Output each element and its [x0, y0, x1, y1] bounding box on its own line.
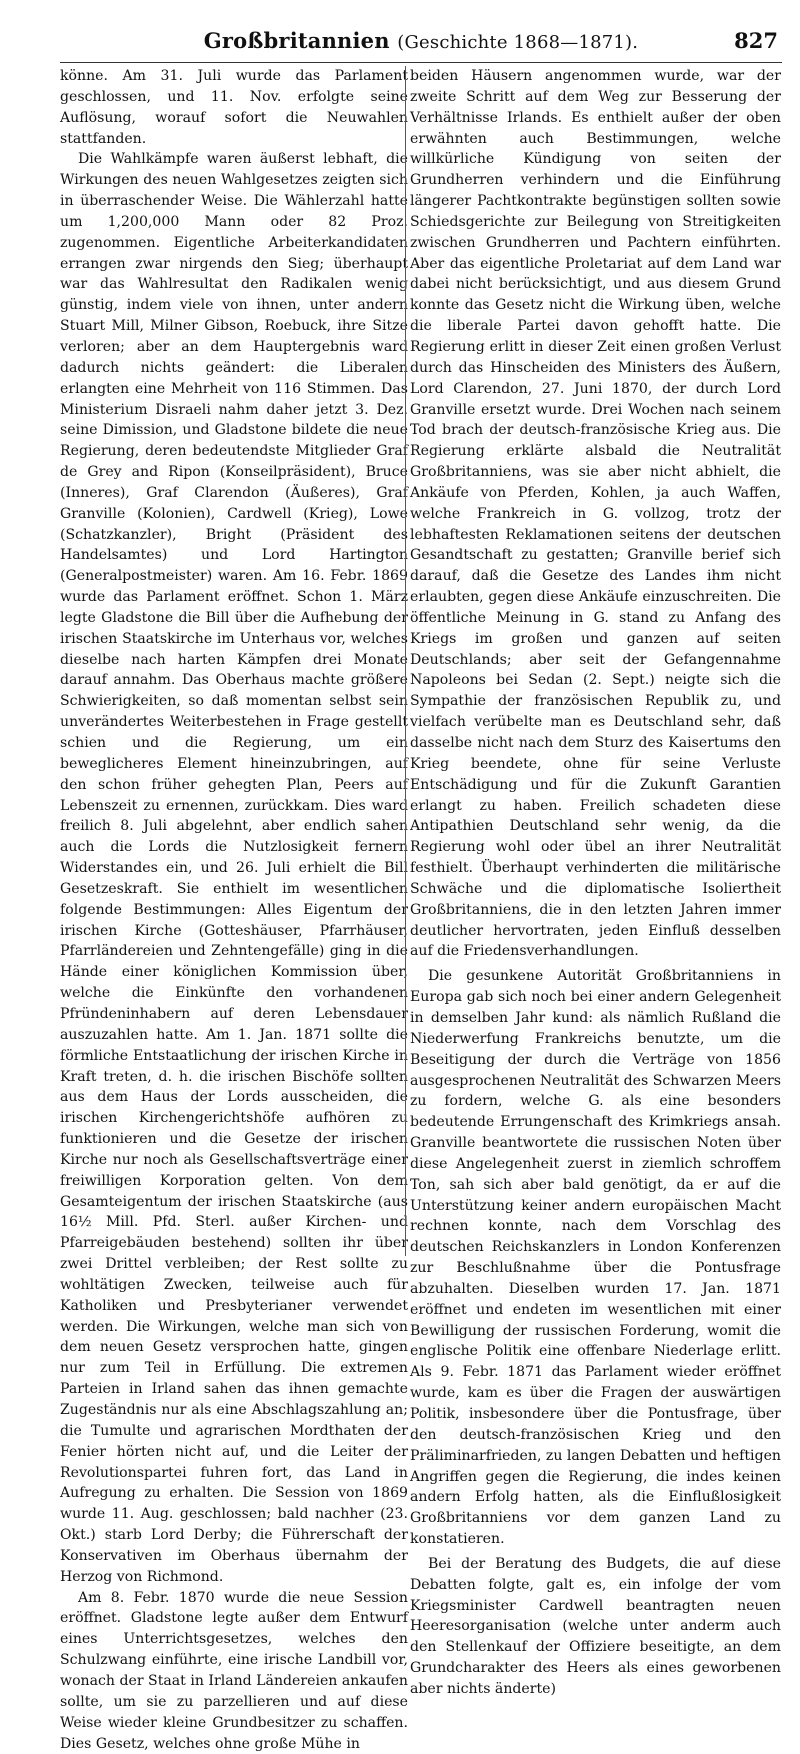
running-header — [60, 24, 782, 58]
column-divider — [405, 66, 406, 1256]
paragraph: beiden Häusern angenommen wurde, war der zweite Schritt auf dem Weg zur Besserung der Verhältnisse Irlands. Es enthielt außer der oben erwähnten auch Bestimmungen, welche willkürliche Kündigung von seiten der Grundherren verhindern und die Einführung längerer Pachtkontrakte begünstigen sollten sowie Schiedsgerichte zur Beilegung von Streitigkeiten zwischen Grundherren und Pachtern einführten. Aber das eigentliche Proletariat auf dem Land war dabei nicht berücksichtigt, und aus diesem Grund konnte das Gesetz nicht die Wirkung üben, welche die liberale Partei davon gehofft hatte. Die Regierung erlitt in dieser Zeit einen großen Verlust durch das Hinscheiden des Ministers des Äußern, Lord Clarendon, 27. Juni 1870, der durch Lord Granville ersetzt wurde. Drei Wochen nach seinem Tod brach der deutsch-französische Krieg aus. Die Regierung erklärte alsbald die Neutralität Großbritanniens, was sie aber nicht abhielt, die Ankäufe von Pferden, Kohlen, ja auch Waffen, welche Frankreich in G. vollzog, trotz der lebhaftesten Reklamationen seitens der deutschen Gesandtschaft zu gestatten; Granville berief sich darauf, daß die Gesetze des Landes ihm nicht erlaubten, gegen diese Ankäufe einzuschreiten. Die öffentliche Meinung in G. stand zu Anfang des Kriegs im großen und ganzen auf seiten Deutschlands; aber seit der Gefangennahme Napoleons bei Sedan (2. Sept.) neigte sich die Sympathie der französischen Republik zu, und vielfach verübelte man es Deutschland sehr, daß dasselbe nicht nach dem Sturz des Kaisertums den Krieg beendete, ohne für seine Verluste Entschädigung und für die Zukunft Garantien erlangt zu haben. Freilich schadeten diese Antipathien Deutschland sehr wenig, da die Regierung wohl oder übel an ihrer Neutralität festhielt. Überhaupt verhinderten die militärische Schwäche und die diplomatische Isoliertheit Großbritanniens, die in den letzten Jahren immer deutlicher hervortraten, jeden Einfluß desselben auf die Friedensverhandlungen. — [410, 68, 781, 960]
paragraph: könne. Am 31. Juli wurde das Parlament geschlossen, und 11. Nov. erfolgte seine Auflösung, worauf sofort die Neuwahlen stattfanden. — [60, 68, 408, 147]
left-column — [60, 66, 409, 1752]
header-rule — [60, 62, 782, 63]
page-title — [60, 28, 782, 53]
header-title-subtitle: (Geschichte 1868—1871). — [397, 32, 639, 53]
header-title-main: Großbritannien — [203, 28, 390, 53]
page-number: 827 — [734, 28, 778, 53]
paragraph: Am 8. Febr. 1870 wurde die neue Session eröffnet. Gladstone legte außer dem Entwurf eines Unterrichtsgesetzes, welches den Schulzwang einführte, eine irische Landbill vor, wonach der Staat in Irland Ländereien ankaufen sollte, um sie zu parzellieren und auf diese Weise wieder kleine Grundbesitzer zu schaffen. Dies Gesetz, welches ohne große Mühe in — [60, 1589, 409, 1752]
paragraph: Die Wahlkämpfe waren äußerst lebhaft, die Wirkungen des neuen Wahlgesetzes zeigten sich in überraschender Weise. Die Wählerzahl hatte um 1,200,000 Mann oder 82 Proz. zugenommen. Eigentliche Arbeiterkandidaten errangen zwar nirgends den Sieg; überhaupt war das Wahlresultat den Radikalen wenig günstig, indem viele von ihnen, unter andern Stuart Mill, Milner Gibson, Roebuck, ihre Sitze verloren; aber an dem Hauptergebnis ward dadurch nichts geändert: die Liberalen erlangten eine Mehrheit von 116 Stimmen. Das Ministerium Disraeli nahm daher jetzt 3. Dez. seine Dimission, und Gladstone bildete die neue Regierung, deren bedeutendste Mitglieder Graf de Grey and Ripon (Konseilpräsident), Bruce (Inneres), Graf Clarendon (Äußeres), Graf Granville (Kolonien), Cardwell (Krieg), Lowe (Schatzkanzler), Bright (Präsident des Handelsamtes) und Lord Hartington (Generalpostmeister) waren. Am 16. Febr. 1869 wurde das Parlament eröffnet. Schon 1. März legte Gladstone die Bill über die Aufhebung der irischen Staatskirche im Unterhaus vor, welches dieselbe nach harten Kämpfen drei Monate darauf annahm. Das Oberhaus machte größere Schwierigkeiten, so daß momentan selbst sein unverändertes Weiterbestehen in Frage gestellt schien und die Regierung, um ein beweglicheres Element hineinzubringen, auf den schon früher gehegten Plan, Peers auf Lebenszeit zu ernennen, zurückkam. Dies ward freilich 8. Juli abgelehnt, aber endlich sahen auch die Lords die Nutzlosigkeit fernern Widerstandes ein, und 26. Juli erhielt die Bill Gesetzeskraft. Sie enthielt im wesentlichen folgende Bestimmungen: Alles Eigentum der irischen Kirche (Gotteshäuser, Pfarrhäuser, Pfarrländereien und Zehntengefälle) ging in die Hände einer königlichen Kommission über, welche die Einkünfte den vorhandenen Pfründeninhabern auf deren Lebensdauer auszuzahlen hatte. Am 1. Jan. 1871 sollte die förmliche Entstaatlichung der irischen Kirche in Kraft treten, d. h. die irischen Bischöfe sollten aus dem Haus der Lords ausscheiden, die irischen Kirchengerichtshöfe aufhören zu funktionieren und die Gesetze der irischen Kirche nur noch als Gesellschaftsverträge einer freiwilligen Korporation gelten. Von dem Gesamteigentum der irischen Staatskirche (aus 16½ Mill. Pfd. Sterl. außer Kirchen- und Pfarreigebäuden bestehend) sollten ihr über zwei Drittel verbleiben; der Rest sollte zu wohltätigen Zwecken, teilweise auch für Katholiken und Presbyterianer verwendet werden. Die Wirkungen, welche man sich von dem neuen Gesetz versprochen hatte, gingen nur zum Teil in Erfüllung. Die extremen Parteien in Irland sahen das ihnen gemachte Zugeständnis nur als eine Abschlagszahlung an; die Tumulte und agrarischen Mordthaten der Fenier hörten nicht auf, und die Leiter der Revolutionspartei fuhren fort, das Land in Aufregung zu erhalten. Die Session von 1869 wurde 11. Aug. geschlossen; bald nachher (23. Okt.) starb Lord Derby; die Führerschaft der Konservativen im Oberhaus übernahm der Herzog von Richmond. — [60, 151, 408, 1585]
paragraph: Bei der Beratung des Budgets, die auf diese Debatten folgte, galt es, ein infolge der vom Kriegsminister Cardwell beantragten neuen Heeresorganisation (welche unter anderm auch den Stellenkauf der Offiziere beseitigte, an dem Grundcharakter des Heers als eines geworbenen aber nichts änderte) — [410, 1555, 781, 1697]
right-column — [410, 66, 782, 1697]
paragraph: Die gesunkene Autorität Großbritanniens in Europa gab sich noch bei einer andern Gelegenheit in demselben Jahr kund: als nämlich Rußland die Niederwerfung Frankreichs benutzte, um die Beseitigung der durch die Verträge von 1856 ausgesprochenen Neutralität des Schwarzen Meers zu fordern, welche G. als eine besonders bedeutende Errungenschaft des Krimkriegs ansah. Granville beantwortete die russischen Noten über diese Angelegenheit zuerst in ziemlich schroffem Ton, sah sich aber bald genötigt, da er auf die Unterstützung keiner andern europäischen Macht rechnen konnte, nach dem Vorschlag des deutschen Reichskanzlers in London Konferenzen zur Beschlußnahme über die Pontusfrage abzuhalten. Dieselben wurden 17. Jan. 1871 eröffnet und endeten im wesentlichen mit einer Bewilligung der russischen Forderung, womit die englische Politik eine offenbare Niederlage erlitt. Als 9. Febr. 1871 das Parlament wieder eröffnet wurde, kam es über die Fragen der auswärtigen Politik, insbesondere über die Pontusfrage, über den deutsch-französischen Krieg und den Präliminarfrieden, zu langen Debatten und heftigen Angriffen gegen die Regierung, die indes keinen andern Erfolg hatten, als die Einflußlosigkeit Großbritanniens vor dem ganzen Land zu konstatieren. — [410, 968, 782, 1548]
